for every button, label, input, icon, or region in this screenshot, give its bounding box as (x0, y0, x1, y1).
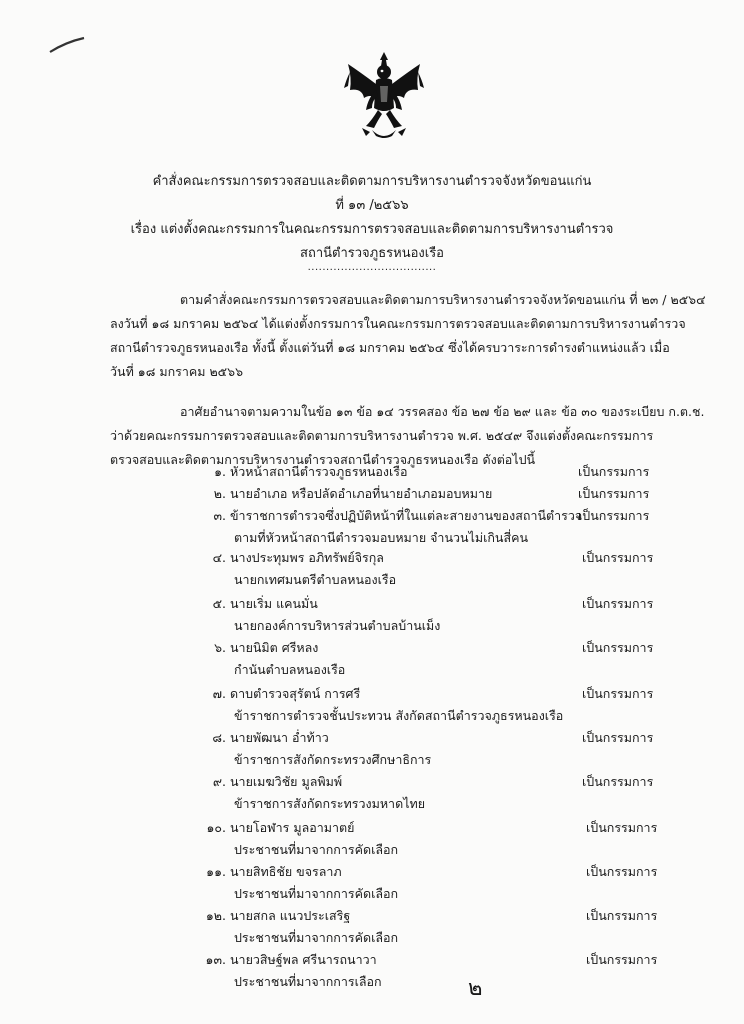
member-row (196, 638, 318, 658)
member-name: ดาบตำรวจสุรัตน์ การศรี (230, 686, 361, 701)
member-row (196, 484, 492, 504)
member-row (196, 818, 355, 838)
member-role: เป็นกรรมการ (582, 550, 654, 565)
member-number: ๑๑. (206, 864, 226, 879)
member-name: นายสกล แนวประเสริฐ (230, 908, 351, 923)
member-row (196, 728, 329, 748)
member-position: ข้าราชการสังกัดกระทรวงศึกษาธิการ (234, 752, 432, 767)
member-position: ประชาชนที่มาจากการคัดเลือก (234, 842, 399, 857)
member-number: ๑๐. (206, 820, 226, 835)
member-position: ประชาชนที่มาจากการเลือก (234, 974, 382, 989)
member-role: เป็นกรรมการ (582, 596, 654, 611)
member-position: กำนันตำบลหนองเรือ (234, 662, 346, 677)
paragraph-2-line-2: ว่าด้วยคณะกรรมการตรวจสอบและติดตามการบริหารงานตำรวจ พ.ศ. ๒๕๔๙ จึงแต่งตั้งคณะกรรมการ (110, 428, 654, 443)
member-number: ๓. (213, 508, 226, 523)
member-position: ข้าราชการสังกัดกระทรวงมหาดไทย (234, 796, 426, 811)
order-title: คำสั่งคณะกรรมการตรวจสอบและติดตามการบริหารงานตำรวจจังหวัดขอนแก่น (152, 174, 592, 189)
paragraph-1-line-1: ตามคำสั่งคณะกรรมการตรวจสอบและติดตามการบริหารงานตำรวจจังหวัดขอนแก่น ที่ ๒๓ / ๒๕๖๔ (180, 292, 706, 307)
member-position: ประชาชนที่มาจากการคัดเลือก (234, 930, 399, 945)
paragraph-2-line-3: ตรวจสอบและติดตามการบริหารงานตำรวจสถานีตำรวจภูธรหนองเรือ ดังต่อไปนี้ (110, 452, 536, 467)
member-number: ๑๒. (205, 908, 226, 923)
member-name: หัวหน้าสถานีตำรวจภูธรหนองเรือ (230, 464, 408, 479)
member-role: เป็นกรรมการ (586, 864, 658, 879)
member-row (196, 594, 318, 614)
paragraph-1-line-3: สถานีตำรวจภูธรหนองเรือ ทั้งนี้ ตั้งแต่วันที่ ๑๘ มกราคม ๒๕๖๔ ซึ่งได้ครบวาระการดำรงตำแหน่งแล้ว เมื่อ (110, 340, 670, 355)
member-name: นายโอฬาร มูลอามาตย์ (230, 820, 355, 835)
member-position: ตามที่หัวหน้าสถานีตำรวจมอบหมาย จำนวนไม่เกินสี่คน (234, 530, 529, 545)
member-role: เป็นกรรมการ (578, 486, 650, 501)
member-position: นายกเทศมนตรีตำบลหนองเรือ (234, 572, 397, 587)
paragraph-2-line-1: อาศัยอำนาจตามความในข้อ ๑๓ ข้อ ๑๔ วรรคสอง ข้อ ๒๗ ข้อ ๒๙ และ ข้อ ๓๐ ของระเบียบ ก.ต.ช. (180, 404, 705, 419)
member-role: เป็นกรรมการ (582, 730, 654, 745)
member-name: นายอำเภอ หรือปลัดอำเภอที่นายอำเภอมอบหมาย (230, 486, 493, 501)
paragraph-1-line-4: วันที่ ๑๘ มกราคม ๒๕๖๖ (110, 364, 244, 379)
member-row (196, 772, 342, 792)
member-number: ๒. (213, 486, 226, 501)
member-position: นายกองค์การบริหารส่วนตำบลบ้านเม็ง (234, 618, 441, 633)
subject-line-2: สถานีตำรวจภูธรหนองเรือ (300, 246, 444, 261)
member-name: ข้าราชการตำรวจซึ่งปฏิบัติหน้าที่ในแต่ละสายงานของสถานีตำรวจ (230, 508, 583, 523)
member-name: นายนิมิต ศรีหลง (230, 640, 319, 655)
member-row (196, 462, 408, 482)
member-name: นายเริ่ม แคนมั่น (230, 596, 318, 611)
member-role: เป็นกรรมการ (578, 464, 650, 479)
subject-line-1: เรื่อง แต่งตั้งคณะกรรมการในคณะกรรมการตรวจสอบและติดตามการบริหารงานตำรวจ (130, 222, 614, 237)
member-row (196, 862, 342, 882)
member-name: นายสิทธิชัย ขจรลาภ (230, 864, 342, 879)
member-name: นางประทุมพร อภิทรัพย์จิรกุล (230, 550, 384, 565)
member-name: นายเมฆวิชัย มูลพิมพ์ (230, 774, 343, 789)
member-role: เป็นกรรมการ (586, 952, 658, 967)
member-row (196, 950, 377, 970)
member-role: เป็นกรรมการ (582, 686, 654, 701)
member-name: นายวสิษฐ์พล ศรีนารถนาวา (230, 952, 377, 967)
order-number: ที่ ๑๓ /๒๕๖๖ (335, 198, 409, 213)
member-number: ๖. (214, 640, 226, 655)
member-role: เป็นกรรมการ (586, 820, 658, 835)
garuda-emblem (342, 50, 426, 142)
member-number: ๘. (212, 730, 226, 745)
member-role: เป็นกรรมการ (586, 908, 658, 923)
member-number: ๗. (212, 686, 226, 701)
member-row (196, 548, 384, 568)
member-role: เป็นกรรมการ (582, 640, 654, 655)
member-position: ข้าราชการตำรวจชั้นประทวน สังกัดสถานีตำรวจภูธรหนองเรือ (234, 708, 564, 723)
member-role: เป็นกรรมการ (578, 508, 650, 523)
paragraph-1-line-2: ลงวันที่ ๑๘ มกราคม ๒๕๖๔ ได้แต่งตั้งกรรมการในคณะกรรมการตรวจสอบและติดตามการบริหารงานตำรวจ (110, 316, 686, 331)
member-number: ๕. (212, 596, 226, 611)
member-number: ๑. (214, 464, 226, 479)
member-row (196, 906, 350, 926)
member-row (196, 684, 360, 704)
member-position: ประชาชนที่มาจากการคัดเลือก (234, 886, 399, 901)
member-role: เป็นกรรมการ (582, 774, 654, 789)
pen-stroke-mark (48, 36, 88, 56)
member-number: ๑๓. (205, 952, 226, 967)
page-number: ๒ (468, 976, 483, 1001)
heading-divider: ................................... (307, 262, 437, 273)
member-number: ๔. (212, 550, 226, 565)
member-name: นายพัฒนา อ่ำท้าว (230, 730, 329, 745)
member-row (196, 506, 582, 526)
member-number: ๙. (212, 774, 226, 789)
